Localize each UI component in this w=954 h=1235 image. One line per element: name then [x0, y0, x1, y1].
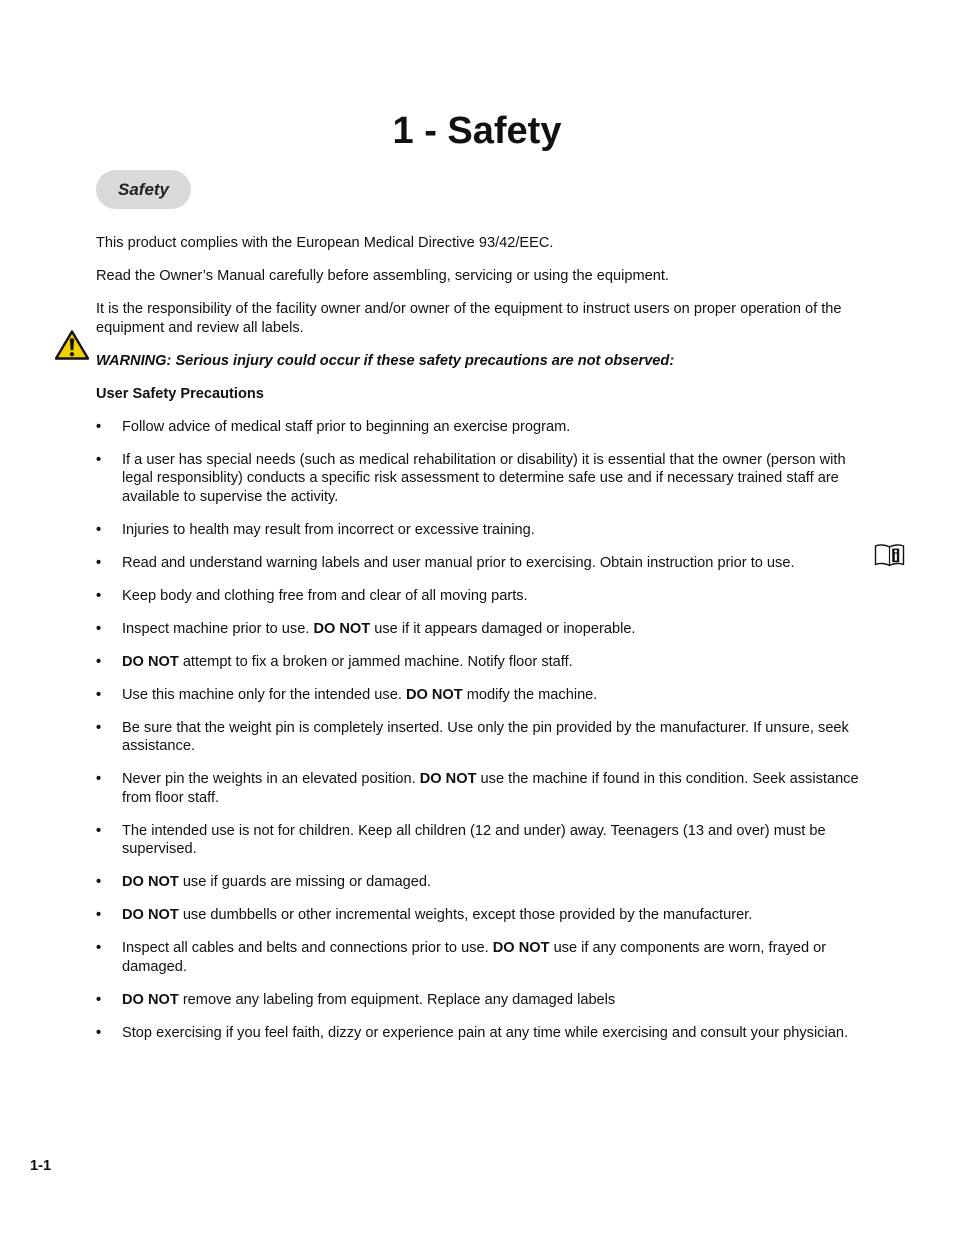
- bullet-marker: •: [96, 653, 102, 670]
- bullet-marker: •: [96, 719, 102, 736]
- precaution-text: Read and understand warning labels and user manual prior to exercising. Obtain instruction prior to use.: [122, 554, 795, 571]
- emphasis-text: DO NOT: [122, 874, 179, 891]
- precaution-item: [96, 686, 866, 705]
- bullet-marker: •: [96, 907, 102, 924]
- precaution-text: Use this machine only for the intended use.: [122, 686, 406, 703]
- bullet-marker: •: [96, 1024, 102, 1041]
- precaution-text: Stop exercising if you feel faith, dizzy or experience pain at any time while exercising and consult your physician.: [122, 1024, 849, 1041]
- precaution-item: [96, 719, 866, 756]
- precaution-item: [96, 554, 866, 573]
- precaution-text: The intended use is not for children. Keep all children (12 and under) away. Teenagers (13 and over) must be supervised.: [122, 822, 826, 858]
- precaution-item: [96, 620, 866, 639]
- warning-text: WARNING: Serious injury could occur if these safety precautions are not observed:: [96, 352, 675, 369]
- precaution-item: [96, 587, 866, 606]
- emphasis-text: DO NOT: [122, 653, 179, 670]
- bullet-marker: •: [96, 451, 102, 468]
- precaution-text: use dumbbells or other incremental weights, except those provided by the manufacturer.: [178, 907, 753, 924]
- precaution-item: [96, 991, 866, 1010]
- precaution-item: [96, 770, 866, 807]
- bullet-marker: •: [96, 822, 102, 839]
- emphasis-text: DO NOT: [492, 940, 550, 957]
- precaution-text: Injuries to health may result from incorrect or excessive training.: [122, 521, 535, 538]
- precaution-text: Follow advice of medical staff prior to beginning an exercise program.: [122, 418, 571, 435]
- bullet-marker: •: [96, 587, 102, 604]
- precaution-text: use the machine if found in this condition. Seek assistance from floor staff.: [122, 771, 859, 806]
- intro-paragraph: It is the responsibility of the facility owner and/or owner of the equipment to instruct users on proper operation of the equipment and review all labels.: [96, 300, 842, 336]
- precaution-item: [96, 906, 866, 925]
- warning-triangle-icon: [55, 330, 89, 360]
- precaution-text: If a user has special needs (such as medical rehabilitation or disability) it is essential that the owner (person with legal responsiblity) conducts a specific risk assessment to determine safe use and if necessary trained staff are available to supervise the activity.: [122, 451, 846, 505]
- precaution-text: Never pin the weights in an elevated position.: [122, 771, 420, 788]
- bullet-marker: •: [96, 521, 102, 538]
- emphasis-text: DO NOT: [122, 991, 179, 1008]
- page-title: 1 - Safety: [392, 110, 562, 152]
- precaution-item: [96, 521, 866, 540]
- precaution-item: [96, 939, 866, 976]
- precaution-text: use if guards are missing or damaged.: [178, 874, 432, 891]
- precaution-item: [96, 822, 866, 859]
- bullet-marker: •: [96, 874, 102, 891]
- precaution-item: [96, 1024, 866, 1043]
- bullet-marker: •: [96, 991, 102, 1008]
- bullet-marker: •: [96, 940, 102, 957]
- page-number: 1-1: [30, 1158, 52, 1174]
- precaution-text: Inspect machine prior to use.: [122, 620, 314, 637]
- precaution-text: use if it appears damaged or inoperable.: [370, 620, 636, 637]
- bullet-marker: •: [96, 418, 102, 435]
- precaution-text: attempt to fix a broken or jammed machine. Notify floor staff.: [178, 653, 573, 670]
- precautions-heading: User Safety Precautions: [96, 385, 264, 402]
- bullet-marker: •: [96, 771, 102, 788]
- bullet-marker: •: [96, 686, 102, 703]
- read-manual-icon: [874, 543, 905, 567]
- precaution-text: use if any components are worn, frayed or damaged.: [122, 940, 827, 975]
- precaution-text: modify the machine.: [462, 686, 598, 703]
- precautions-list: [96, 418, 896, 1043]
- precaution-item: [96, 451, 866, 507]
- emphasis-text: DO NOT: [313, 620, 371, 637]
- bullet-marker: •: [96, 554, 102, 571]
- emphasis-text: DO NOT: [122, 907, 179, 924]
- precaution-item: [96, 873, 866, 892]
- precaution-text: Keep body and clothing free from and clear of all moving parts.: [122, 587, 528, 604]
- bullet-marker: •: [96, 620, 102, 637]
- section-tab: Safety: [96, 170, 191, 209]
- document-body: [96, 234, 896, 1057]
- warning-statement: [96, 352, 896, 371]
- emphasis-text: DO NOT: [419, 771, 477, 788]
- precaution-text: Be sure that the weight pin is completely inserted. Use only the pin provided by the manufacturer. If unsure, seek assistance.: [122, 719, 849, 755]
- emphasis-text: DO NOT: [405, 686, 463, 703]
- precaution-item: [96, 418, 866, 437]
- precaution-text: Inspect all cables and belts and connections prior to use.: [122, 940, 493, 957]
- precaution-text: remove any labeling from equipment. Replace any damaged labels: [178, 991, 616, 1008]
- precaution-item: [96, 653, 866, 672]
- intro-paragraph: This product complies with the European Medical Directive 93/42/EEC.: [96, 235, 554, 251]
- intro-paragraph: Read the Owner’s Manual carefully before assembling, servicing or using the equipment.: [96, 267, 669, 284]
